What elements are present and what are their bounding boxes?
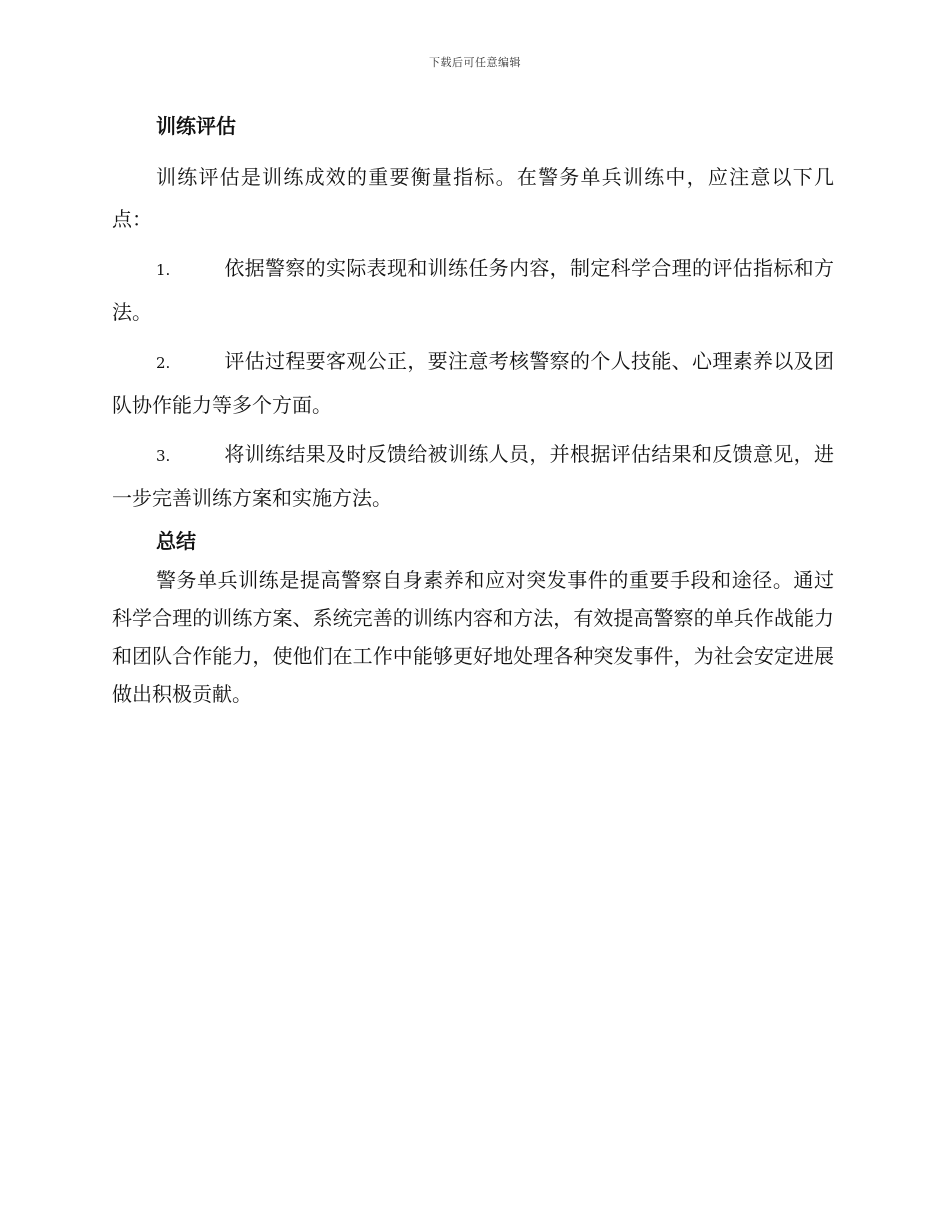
list-item-text: 将训练结果及时反馈给被训练人员，并根据评估结果和反馈意见，进一步完善训练方案和实施方法。 [112,442,834,510]
list-number: 2. [156,354,171,372]
list-item-text: 依据警察的实际表现和训练任务内容，制定科学合理的评估指标和方法。 [112,256,834,324]
page-header-note: 下载后可任意编辑 [429,56,521,69]
section-heading-summary: 总结 [156,529,196,553]
list-number: 1. [156,261,171,279]
list-item-text: 评估过程要客观公正，要注意考核警察的个人技能、心理素养以及团队协作能力等多个方面。 [112,349,834,417]
list-item-3 [112,433,834,519]
evaluation-intro-paragraph: 训练评估是训练成效的重要衡量指标。在警务单兵训练中，应注意以下几点： [112,165,834,231]
list-item-2 [112,340,834,426]
summary-paragraph: 警务单兵训练是提高警察自身素养和应对突发事件的重要手段和途径。通过科学合理的训练方案、系统完善的训练内容和方法，有效提高警察的单兵作战能力和团队合作能力，使他们在工作中能够更好地处理各种突发事件，为社会安定进展做出积极贡献。 [112,568,834,706]
section-heading-evaluation: 训练评估 [156,114,236,138]
list-item-1 [112,247,834,333]
document-body [112,110,834,713]
list-number: 3. [156,447,171,465]
